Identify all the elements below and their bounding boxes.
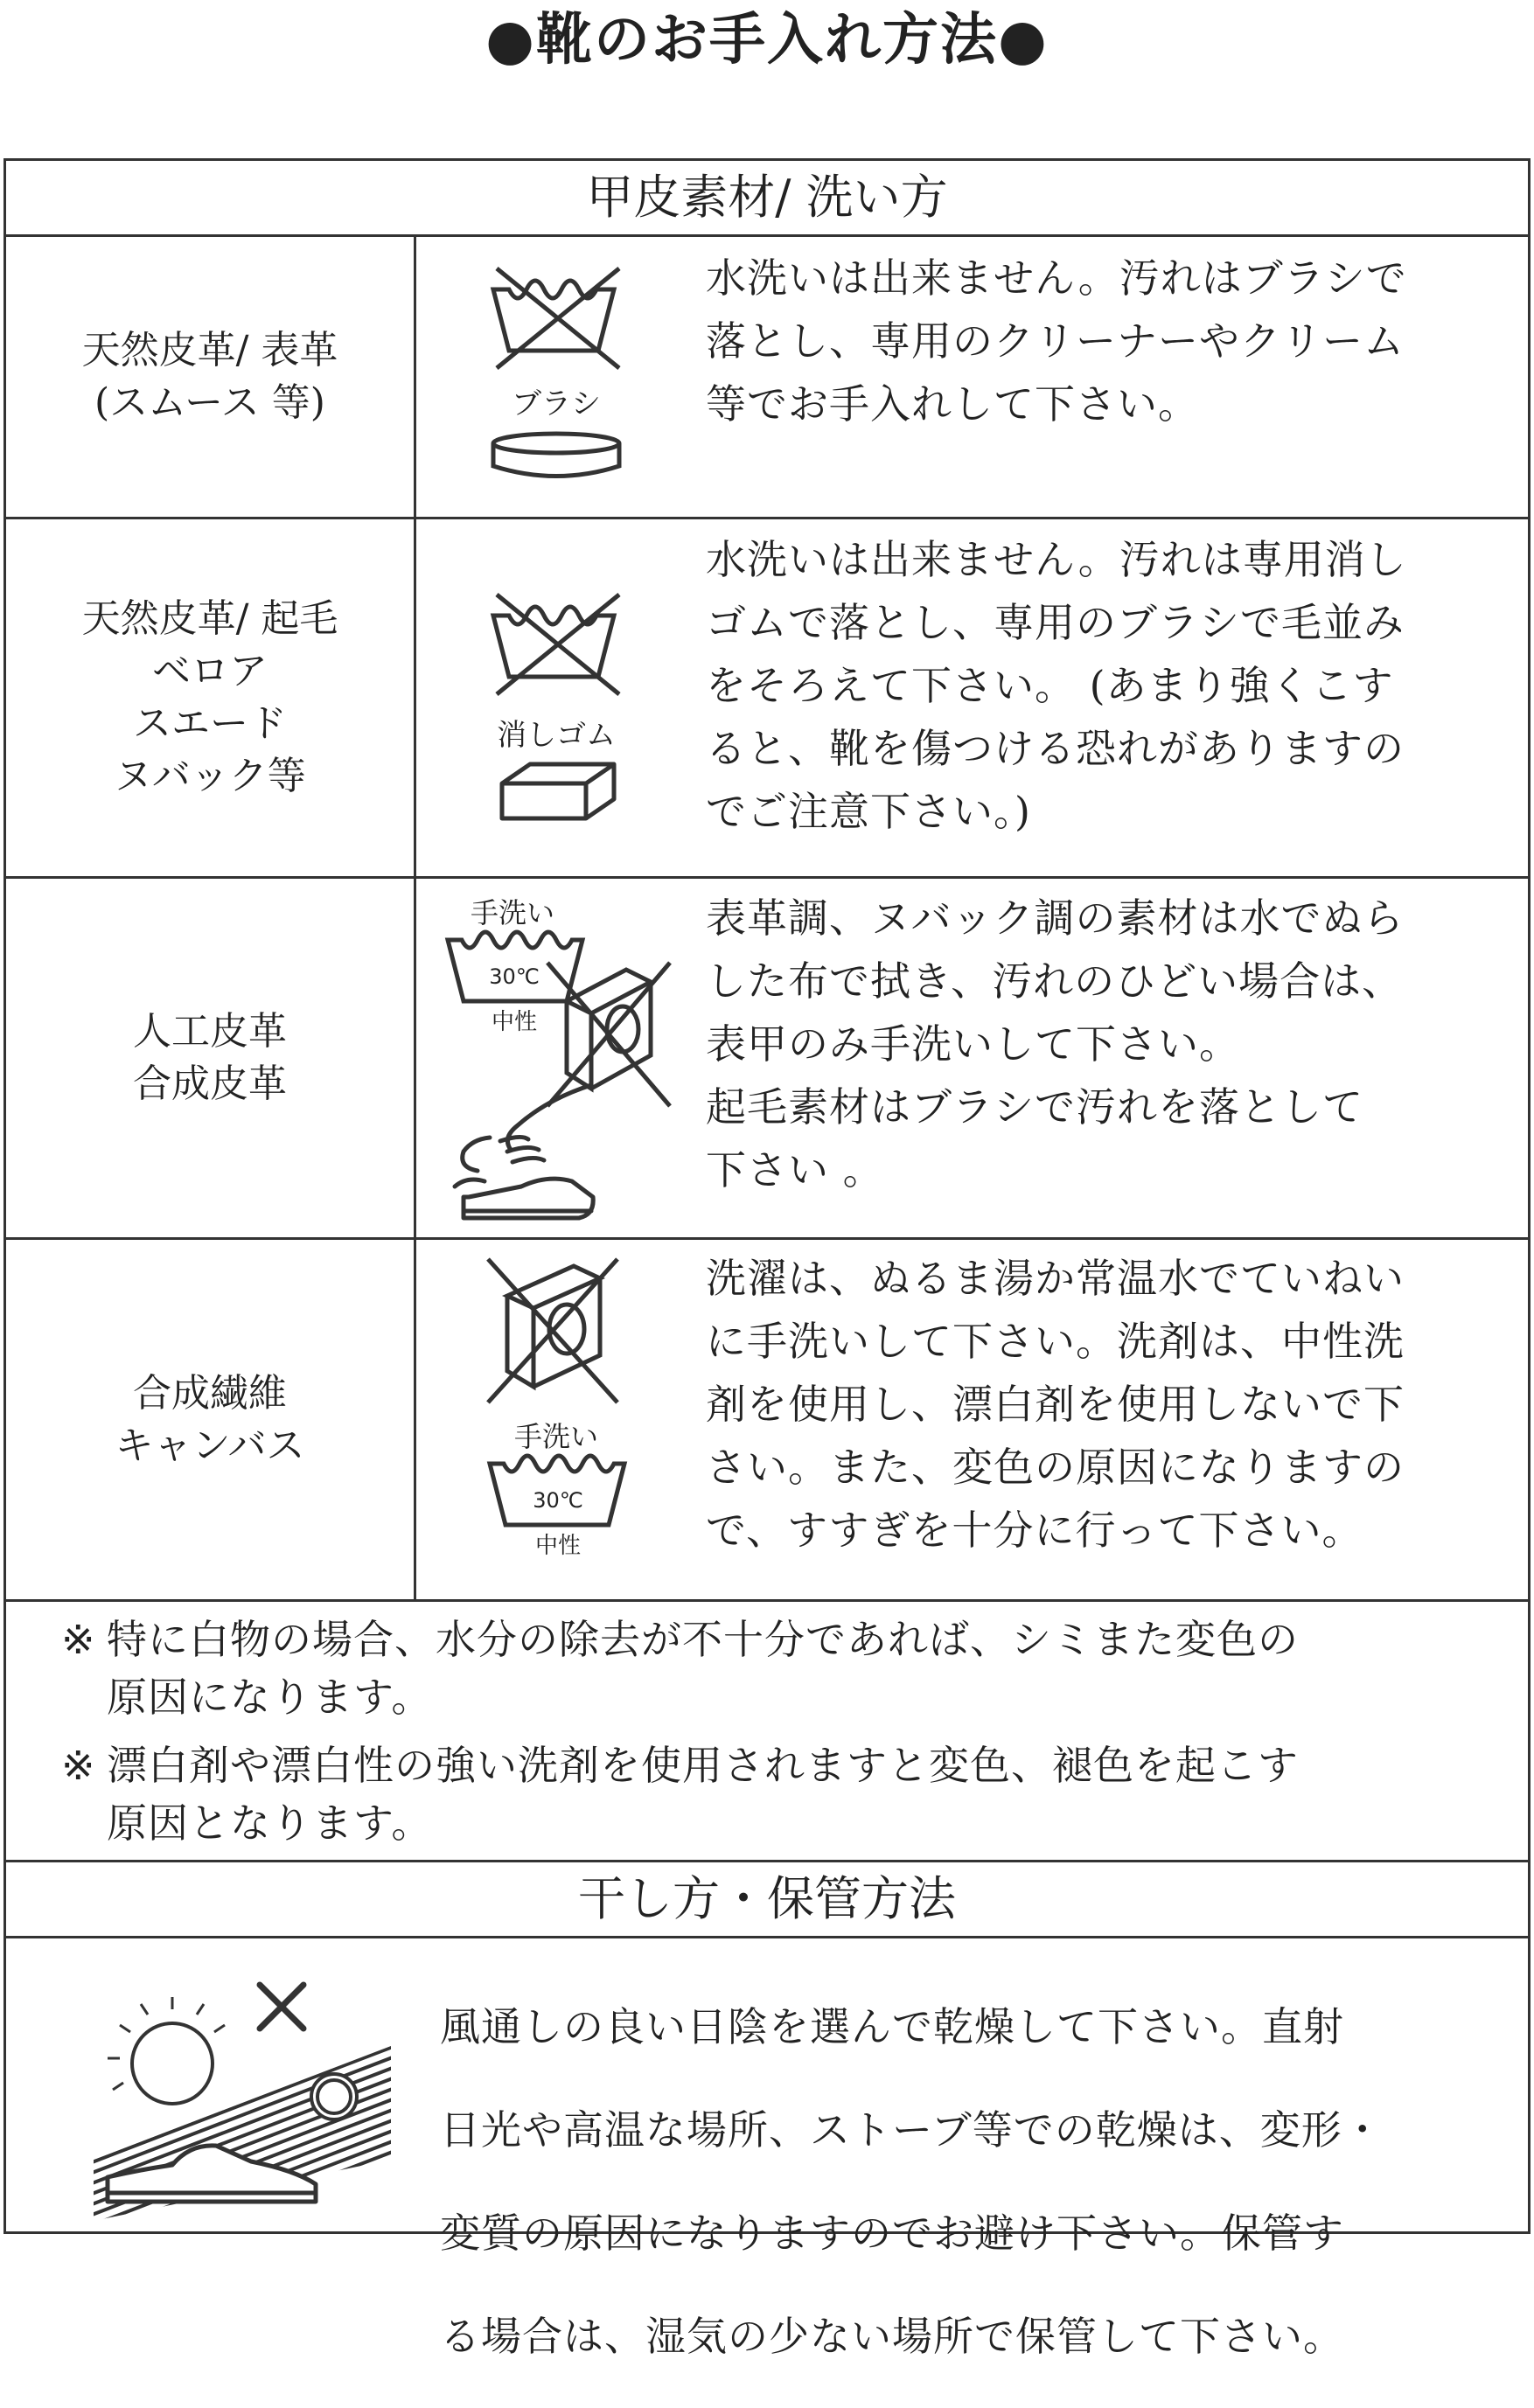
icon-label: 消しゴム	[497, 718, 616, 753]
icon-cell-machine-hand-wash	[416, 1240, 696, 1599]
section-heading-drying-storage: 干し方・保管方法	[578, 1871, 956, 1926]
note-line: 漂白剤や漂白性の強い洗剤を使用されますと変色、褪色を起こす	[107, 1742, 1299, 1789]
no-wash-basin-icon	[493, 595, 619, 694]
material-line: 人工皮革	[133, 1009, 287, 1054]
material-natural-leather-smooth	[6, 237, 414, 517]
description-line: でご注意下さい。)	[706, 788, 1031, 835]
description-line: した布で拭き、汚れのひどい場合は、	[706, 957, 1404, 1005]
description-line: 風通しの良い日陰を選んで乾燥して下さい。直射	[440, 2003, 1344, 2050]
brush-care-symbol	[416, 237, 696, 517]
icon-cell-hand-wash	[416, 879, 696, 1237]
drying-illustration	[41, 1941, 408, 2221]
cross-mark-icon	[260, 1985, 303, 2029]
description-line: に手洗いして下さい。洗剤は、中性洗	[706, 1318, 1405, 1365]
description-line: 日光や高温な場所、ストーブ等での乾燥は、変形・	[440, 2106, 1384, 2154]
description-line: る場合は、湿気の少ない場所で保管して下さい。	[440, 2313, 1344, 2360]
material-line: (スムース 等)	[94, 380, 325, 425]
note-mark: ※	[61, 1616, 96, 1663]
description-natural-leather-napped	[706, 528, 1519, 843]
description-line: 水洗いは出来ません。汚れはブラシで	[706, 254, 1407, 302]
icon-label-temperature: 30℃	[489, 964, 540, 989]
material-line: 合成皮革	[133, 1061, 287, 1106]
note-line: 原因となります。	[107, 1799, 433, 1847]
material-natural-leather-napped	[6, 519, 414, 876]
description-line: 表革調、ヌバック調の素材は水でぬら	[706, 894, 1405, 942]
description-line: をそろえて下さい。 (あまり強くこす	[706, 662, 1394, 709]
material-artificial-leather	[6, 879, 414, 1237]
icon-label: ブラシ	[512, 386, 601, 421]
no-washing-machine-icon	[547, 963, 670, 1106]
description-line: ると、靴を傷つける恐れがありますの	[706, 725, 1405, 772]
note-line: 原因になります。	[107, 1674, 433, 1721]
material-line: 天然皮革/ 表革	[81, 328, 338, 372]
icon-cell-eraser	[416, 519, 696, 876]
description-line: 水洗いは出来ません。汚れは専用消し	[706, 536, 1407, 583]
description-line: 表甲のみ手洗いして下さい。	[706, 1020, 1240, 1068]
page-title: ●靴のお手入れ方法●	[485, 7, 1049, 73]
note-line: 特に白物の場合、水分の除去が不十分であれば、シミまた変色の	[107, 1616, 1299, 1663]
description-natural-leather-smooth	[706, 247, 1519, 435]
no-washing-machine-icon	[488, 1259, 617, 1402]
description-line: 等でお手入れして下さい。	[706, 380, 1199, 428]
note-mark: ※	[61, 1742, 96, 1789]
material-line: スエード	[133, 701, 287, 746]
icon-label-temperature: 30℃	[533, 1488, 583, 1513]
material-line: キャンバス	[115, 1423, 305, 1468]
icon-cell-brush	[416, 237, 696, 517]
icon-label-hand-wash: 手洗い	[513, 1420, 599, 1453]
material-line: 天然皮革/ 起毛	[81, 596, 338, 641]
ring-circle	[311, 2074, 357, 2119]
sun-icon	[108, 1997, 225, 2104]
notes	[61, 1611, 1478, 1862]
icon-label-hand-wash: 手洗い	[470, 896, 555, 929]
description-line: 変質の原因になりますのでお避け下さい。保管す	[440, 2210, 1344, 2257]
material-synthetic-fiber	[6, 1240, 414, 1599]
hand-wash-care-symbol	[416, 879, 696, 1237]
icon-label-neutral: 中性	[534, 1533, 582, 1559]
no-wash-basin-icon	[493, 268, 619, 368]
section-heading-washing: 甲皮素材/ 洗い方	[586, 170, 948, 225]
machine-hand-wash-care-symbol	[416, 1240, 696, 1599]
description-synthetic-fiber	[706, 1247, 1519, 1562]
description-line: 下さい 。	[706, 1146, 884, 1194]
description-line: 剤を使用し、漂白剤を使用しないで下	[706, 1381, 1405, 1428]
description-line: 起毛素材はブラシで汚れを落として	[706, 1083, 1363, 1131]
description-line: ゴムで落とし、専用のブラシで毛並み	[706, 599, 1405, 646]
brush-icon	[493, 434, 619, 477]
eraser-icon	[502, 764, 614, 818]
note-item	[61, 1611, 1478, 1726]
description-drying-storage	[440, 1955, 1507, 2408]
divider	[6, 1936, 1528, 1938]
description-line: 洗濯は、ぬるま湯か常温水でていねい	[706, 1255, 1405, 1302]
note-item	[61, 1736, 1478, 1852]
description-line: さい。また、変色の原因になりますの	[706, 1444, 1405, 1491]
material-line: ヌバック等	[114, 754, 306, 798]
material-line: ベロア	[152, 649, 268, 693]
care-table	[3, 158, 1531, 2360]
material-line: 合成繊維	[133, 1370, 287, 1416]
description-artificial-leather	[706, 887, 1519, 1201]
icon-label-neutral: 中性	[491, 1009, 538, 1035]
description-line: で、すすぎを十分に行って下さい。	[706, 1507, 1363, 1554]
hand-washing-icon	[455, 1085, 593, 1218]
eraser-care-symbol	[416, 519, 696, 876]
description-line: 落とし、専用のクリーナーやクリーム	[706, 317, 1405, 365]
divider	[6, 1599, 1528, 1602]
